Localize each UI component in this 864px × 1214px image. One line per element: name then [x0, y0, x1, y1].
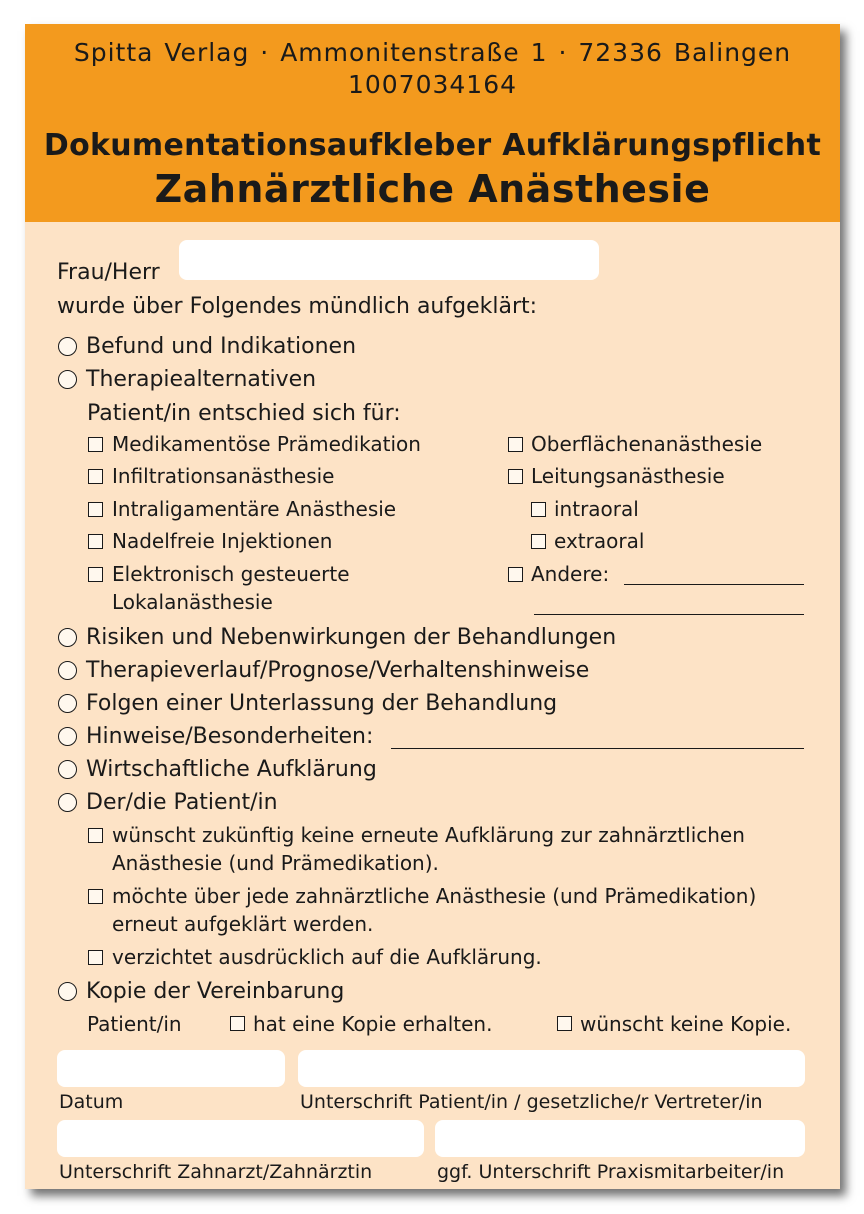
radio-hinweise[interactable] [58, 727, 77, 746]
checkbox-leitung[interactable] [508, 469, 523, 484]
checkbox-medikamentoese[interactable] [88, 437, 103, 452]
hinweise-line[interactable] [391, 748, 804, 749]
checkbox-kopie-erhalten[interactable] [230, 1016, 245, 1031]
label-nadelfrei: Nadelfreie Injektionen [112, 529, 333, 553]
label-medikamentoese: Medikamentöse Prämedikation [112, 432, 421, 456]
checkbox-nadelfrei[interactable] [88, 534, 103, 549]
document-title: Zahnärztliche Anästhesie [154, 167, 711, 211]
intro-text: wurde über Folgendes mündlich aufgeklärt: [57, 294, 538, 319]
label-leitung: Leitungsanästhesie [531, 464, 725, 488]
label-patient-decided: Patient/in entschied sich für: [87, 401, 401, 426]
andere-line-1[interactable] [624, 584, 804, 585]
label-andere: Andere: [531, 562, 610, 586]
label-wirtschaftlich: Wirtschaftliche Aufklärung [86, 757, 377, 782]
checkbox-infiltration[interactable] [88, 469, 103, 484]
label-elektronisch-1: Elektronisch gesteuerte [112, 562, 350, 586]
radio-risiken[interactable] [58, 628, 77, 647]
label-verzichtet: verzichtet ausdrücklich auf die Aufklärung. [112, 945, 542, 969]
label-kopie-patient: Patient/in [87, 1012, 182, 1036]
label-keine-erneute-2: Anästhesie (und Prämedikation). [112, 851, 439, 875]
label-infiltration: Infiltrationsanästhesie [112, 464, 335, 488]
radio-befund[interactable] [58, 337, 77, 356]
checkbox-verzichtet[interactable] [88, 950, 103, 965]
patient-name-field[interactable] [179, 240, 599, 280]
label-oberflaeche: Oberflächenanästhesie [531, 432, 763, 456]
label-intraligamentaer: Intraligamentäre Anästhesie [112, 497, 397, 521]
label-hinweise: Hinweise/Besonderheiten: [86, 724, 374, 749]
patient-signature-field[interactable] [298, 1050, 805, 1087]
sticker-card [25, 24, 840, 1189]
label-extraoral: extraoral [554, 529, 645, 553]
label-risiken: Risiken und Nebenwirkungen der Behandlungen [86, 625, 617, 650]
label-erneut-1: möchte über jede zahnärztliche Anästhesie (und Prämedikation) [112, 884, 757, 908]
label-intraoral: intraoral [554, 497, 639, 521]
article-number: 1007034164 [347, 70, 518, 99]
checkbox-oberflaeche[interactable] [508, 437, 523, 452]
name-label: Frau/Herr [57, 260, 160, 285]
datum-field[interactable] [57, 1050, 285, 1087]
radio-kopie[interactable] [58, 982, 77, 1001]
label-patient-signature: Unterschrift Patient/in / gesetzliche/r Vertreter/in [300, 1091, 763, 1113]
mitarbeiter-signature-field[interactable] [435, 1120, 805, 1157]
checkbox-intraoral[interactable] [531, 502, 546, 517]
label-mitarbeiter-signature: ggf. Unterschrift Praxismitarbeiter/in [437, 1161, 785, 1183]
checkbox-elektronisch[interactable] [88, 567, 103, 582]
andere-line-2[interactable] [534, 614, 804, 615]
label-kopie: Kopie der Vereinbarung [86, 979, 345, 1004]
checkbox-extraoral[interactable] [531, 534, 546, 549]
radio-patient[interactable] [58, 793, 77, 812]
checkbox-intraligamentaer[interactable] [88, 502, 103, 517]
radio-folgen[interactable] [58, 694, 77, 713]
label-befund: Befund und Indikationen [86, 334, 357, 359]
radio-wirtschaftlich[interactable] [58, 760, 77, 779]
label-elektronisch-2: Lokalanästhesie [112, 590, 273, 614]
label-kopie-erhalten: hat eine Kopie erhalten. [253, 1012, 493, 1036]
label-folgen: Folgen einer Unterlassung der Behandlung [86, 691, 558, 716]
label-zahnarzt-signature: Unterschrift Zahnarzt/Zahnärztin [59, 1161, 373, 1183]
label-datum: Datum [59, 1091, 124, 1113]
checkbox-keine-erneute[interactable] [88, 828, 103, 843]
radio-therapiealternativen[interactable] [58, 370, 77, 389]
label-keine-kopie: wünscht keine Kopie. [580, 1012, 792, 1036]
radio-therapieverlauf[interactable] [58, 661, 77, 680]
publisher-address: Spitta Verlag · Ammonitenstraße 1 · 72336 Balingen [73, 38, 792, 67]
label-therapieverlauf: Therapieverlauf/Prognose/Verhaltenshinweise [86, 658, 590, 683]
document-subtitle: Dokumentationsaufkleber Aufklärungspflicht [43, 128, 822, 163]
checkbox-keine-kopie[interactable] [557, 1016, 572, 1031]
header-bar [25, 24, 840, 222]
label-keine-erneute-1: wünscht zukünftig keine erneute Aufklärung zur zahnärztlichen [112, 823, 745, 847]
zahnarzt-signature-field[interactable] [57, 1120, 424, 1157]
checkbox-erneut[interactable] [88, 889, 103, 904]
checkbox-andere[interactable] [508, 567, 523, 582]
label-erneut-2: erneut aufgeklärt werden. [112, 912, 374, 936]
label-therapiealternativen: Therapiealternativen [86, 367, 317, 392]
label-patient: Der/die Patient/in [86, 790, 278, 815]
